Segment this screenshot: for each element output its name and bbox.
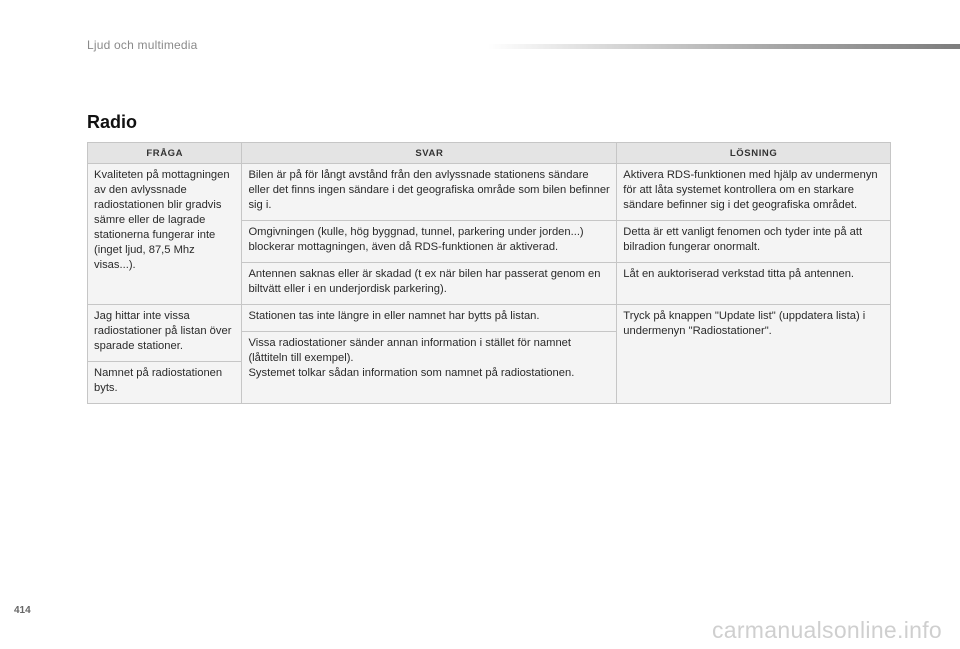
answer-line: Vissa radiostationer sänder annan information i stället för namnet (låttiteln till exempel). (248, 337, 572, 364)
answer-cell: Omgivningen (kulle, hög byggnad, tunnel, parkering under jorden...) blockerar mottagningen, även då RDS-funktionen är aktiverad. (242, 221, 617, 263)
section-label: Ljud och multimedia (87, 38, 198, 52)
table-row (88, 164, 891, 221)
answer-cell: Stationen tas inte längre in eller namnet har bytts på listan. (242, 305, 617, 332)
table-header-row (88, 143, 891, 164)
column-header-solution: LÖSNING (617, 143, 891, 164)
question-cell: Kvaliteten på mottagningen av den avlyssnade radiostationen blir gradvis sämre eller de lagrade stationerna fungerar inte (inget ljud, 87,5 Mhz visas...). (88, 164, 242, 305)
column-header-answer: SVAR (242, 143, 617, 164)
answer-cell: Antennen saknas eller är skadad (t ex när bilen har passerat genom en biltvätt eller i en underjordisk parkering). (242, 263, 617, 305)
table-row (88, 305, 891, 332)
faq-table (87, 142, 891, 404)
solution-cell: Låt en auktoriserad verkstad titta på antennen. (617, 263, 891, 305)
solution-cell: Aktivera RDS-funktionen med hjälp av undermenyn för att låta systemet kontrollera om en starkare sändare befinner sig i det geografiska området. (617, 164, 891, 221)
answer-cell: Bilen är på för långt avstånd från den avlyssnade stationens sändare eller det finns ingen sändare i det geografiska område som bilen befinner sig i. (242, 164, 617, 221)
solution-cell: Detta är ett vanligt fenomen och tyder inte på att bilradion fungerar onormalt. (617, 221, 891, 263)
question-cell: Namnet på radiostationen byts. (88, 362, 242, 404)
column-header-question: FRÅGA (88, 143, 242, 164)
answer-cell (242, 332, 617, 404)
question-cell: Jag hittar inte vissa radiostationer på listan över sparade stationer. (88, 305, 242, 362)
solution-cell: Tryck på knappen "Update list" (uppdatera lista) i undermenyn "Radiostationer". (617, 305, 891, 404)
page-number: 414 (14, 605, 31, 616)
answer-line: Systemet tolkar sådan information som namnet på radiostationen. (248, 367, 575, 379)
page-title: Radio (87, 112, 138, 132)
header-gradient-bar (488, 44, 960, 49)
watermark: carmanualsonline.info (711, 617, 942, 643)
